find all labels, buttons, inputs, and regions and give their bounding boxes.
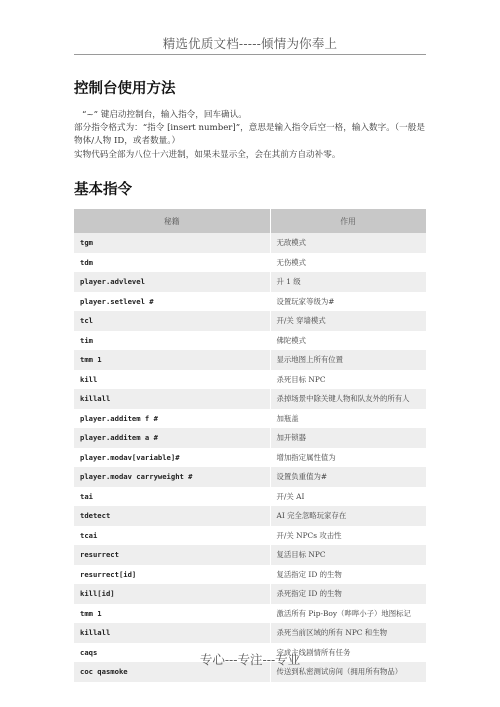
- effect-cell: 复活目标 NPC: [270, 545, 426, 565]
- paragraph-open-console: “~” 键启动控制台，输入指令，回车确认。: [82, 110, 247, 120]
- command-cell: kill: [74, 370, 270, 390]
- commands-table: [74, 209, 427, 682]
- effect-cell: 无敌模式: [270, 233, 426, 253]
- command-cell: killall: [74, 623, 270, 643]
- command-cell: tdm: [74, 253, 270, 273]
- command-cell: player.additem f #: [74, 409, 270, 429]
- effect-cell: 设置负重值为#: [270, 467, 426, 487]
- table-row: [74, 311, 426, 331]
- effect-cell: 杀死当前区域的所有 NPC 和生物: [270, 623, 426, 643]
- command-cell: player.additem a #: [74, 428, 270, 448]
- command-cell: player.setlevel #: [74, 292, 270, 312]
- effect-cell: 完成主线剧情所有任务: [270, 643, 426, 663]
- table-row: [74, 526, 426, 546]
- command-cell: resurrect[id]: [74, 565, 270, 585]
- table-row: [74, 623, 426, 643]
- command-cell: tgm: [74, 233, 270, 253]
- command-cell: caqs: [74, 643, 270, 663]
- table-row: [74, 448, 426, 468]
- effect-cell: 开/关 AI: [270, 487, 426, 507]
- table-row: [74, 292, 426, 312]
- table-row: [74, 565, 426, 585]
- effect-cell: 杀死目标 NPC: [270, 370, 426, 390]
- command-cell: coc qasmoke: [74, 662, 270, 682]
- command-cell: killall: [74, 389, 270, 409]
- table-row: [74, 584, 426, 604]
- command-cell: tcai: [74, 526, 270, 546]
- header-divider: [74, 54, 426, 55]
- effect-cell: 增加指定属性值为: [270, 448, 426, 468]
- effect-cell: AI 完全忽略玩家存在: [270, 506, 426, 526]
- table-row: [74, 506, 426, 526]
- effect-cell: 升 1 级: [270, 272, 426, 292]
- command-cell: kill[id]: [74, 584, 270, 604]
- section-title-console-usage: 控制台使用方法: [74, 81, 176, 97]
- effect-cell: 设置玩家等级为#: [270, 292, 426, 312]
- paragraph-command-format: 部分指令格式为：“指令 [insert number]”，意思是输入指令后空一格，输入数字。（一般是物体/人物 ID，或者数量。）: [74, 123, 425, 147]
- command-cell: player.modav carryweight #: [74, 467, 270, 487]
- table-row: [74, 331, 426, 351]
- effect-cell: 无伤模式: [270, 253, 426, 273]
- command-cell: tmm 1: [74, 604, 270, 624]
- effect-cell: 杀掉场景中除关键人物和队友外的所有人: [270, 389, 426, 409]
- table-row: [74, 545, 426, 565]
- table-row: [74, 428, 426, 448]
- effect-cell: 激活所有 Pip-Boy（哔哔小子）地图标记: [270, 604, 426, 624]
- table-row: [74, 487, 426, 507]
- table-row: [74, 253, 426, 273]
- effect-cell: 开/关 NPCs 攻击性: [270, 526, 426, 546]
- effect-cell: 佛陀模式: [270, 331, 426, 351]
- command-cell: tai: [74, 487, 270, 507]
- paragraph-item-codes: 实物代码全部为八位十六进制，如果未显示全，会在其前方自动补零。: [74, 150, 341, 160]
- command-cell: player.modav[variable]#: [74, 448, 270, 468]
- table-row: [74, 604, 426, 624]
- page-header: 精选优质文档-----倾情为你奉上: [162, 36, 338, 51]
- effect-cell: 传送到私密测试房间（拥用所有物品）: [270, 662, 426, 682]
- page-footer: 专心---专注---专业: [199, 652, 301, 667]
- command-cell: tcl: [74, 311, 270, 331]
- table-row: [74, 370, 426, 390]
- table-row: [74, 467, 426, 487]
- commands-table-body: [74, 233, 426, 682]
- table-header-row: [74, 209, 426, 233]
- effect-cell: 加瓶盖: [270, 409, 426, 429]
- command-cell: tim: [74, 331, 270, 351]
- command-cell: tdetect: [74, 506, 270, 526]
- effect-cell: 杀死指定 ID 的生物: [270, 584, 426, 604]
- column-header-cheat: 秘籍: [74, 209, 270, 233]
- table-row: [74, 233, 426, 253]
- effect-cell: 显示地图上所有位置: [270, 350, 426, 370]
- section-title-basic-commands: 基本指令: [74, 182, 132, 198]
- command-cell: tmm 1: [74, 350, 270, 370]
- effect-cell: 开/关 穿墙模式: [270, 311, 426, 331]
- effect-cell: 复活指定 ID 的生物: [270, 565, 426, 585]
- table-row: [74, 350, 426, 370]
- table-row: [74, 272, 426, 292]
- table-row: [74, 409, 426, 429]
- command-cell: player.advlevel: [74, 272, 270, 292]
- command-cell: resurrect: [74, 545, 270, 565]
- effect-cell: 加开锁器: [270, 428, 426, 448]
- column-header-effect: 作用: [270, 209, 426, 233]
- table-row: [74, 389, 426, 409]
